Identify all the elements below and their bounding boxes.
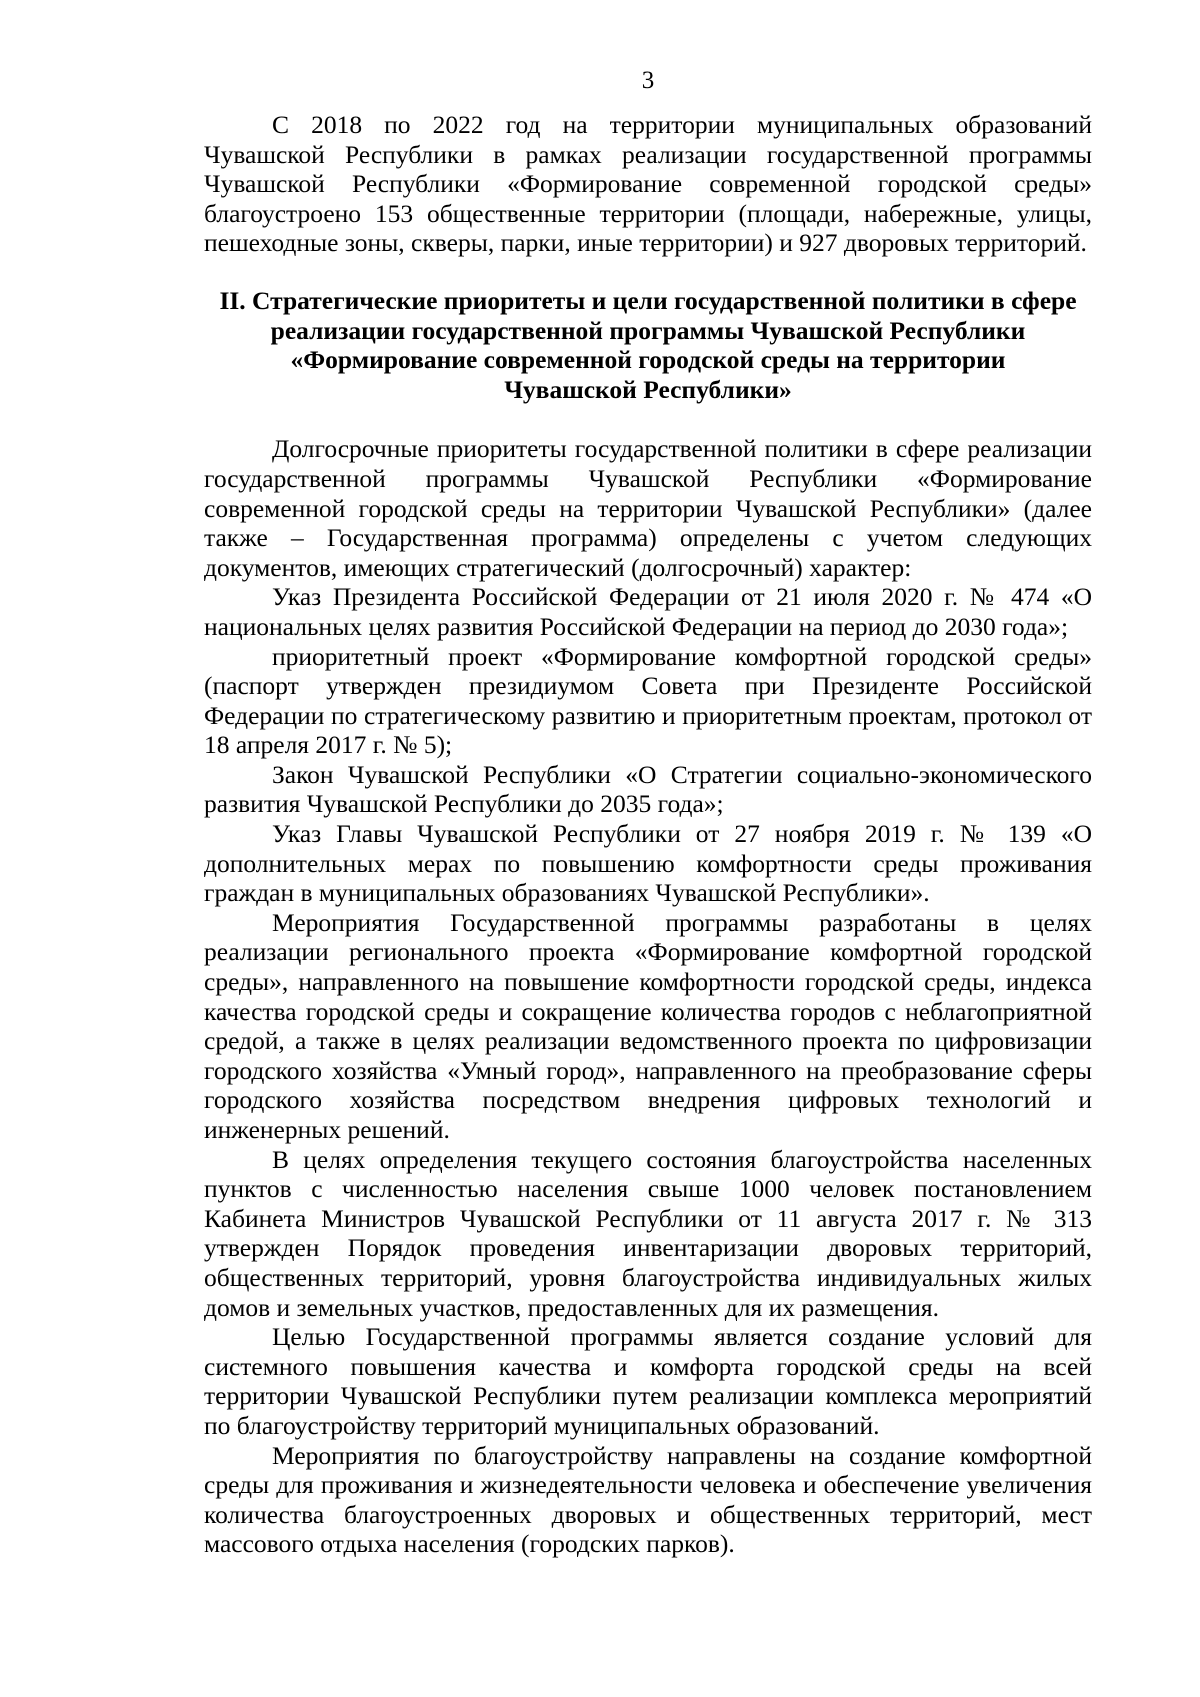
intro-paragraph: С 2018 по 2022 год на территории муниципальных образований Чувашской Республики в рамках реализации государственной программы Чувашской Республики «Формирование современной городской среды» благоустроено 153 общественные территории (площади, набережные, улицы, пешеходные зоны, скверы, парки, иные территории) и 927 дворовых территорий. — [204, 110, 1092, 258]
section-heading-line-1: II. Стратегические приоритеты и цели государственной политики в сфере — [219, 285, 1077, 315]
paragraph-inventory-procedure: В целях определения текущего состояния благоустройства населенных пунктов с численностью населения свыше 1000 человек постановлением Кабинета Министров Чувашской Республики от 11 августа 2017 г. № 313 утвержден Порядок проведения инвентаризации дворовых территорий, общественных территорий, уровня благоустройства индивидуальных жилых домов и земельных участков, предоставленных для их размещения. — [204, 1144, 1092, 1322]
section-heading-line-3: «Формирование современной городской среды на территории — [290, 345, 1006, 375]
paragraph-priority-project: приоритетный проект «Формирование комфортной городской среды» (паспорт утвержден президиумом Совета при Президенте Российской Федерации по стратегическому развитию и приоритетным проектам, протокол от 18 апреля 2017 г. № 5); — [204, 641, 1092, 760]
paragraph-priorities: Долгосрочные приоритеты государственной политики в сфере реализации государственной программы Чувашской Республики «Формирование современной городской среды на территории Чувашской Республики» (далее также – Государственная программа) определены с учетом следующих документов, имеющих стратегический (долгосрочный) характер: — [204, 434, 1092, 582]
paragraph-strategy-law: Закон Чувашской Республики «О Стратегии социально-экономического развития Чувашской Республики до 2035 года»; — [204, 759, 1092, 819]
paragraph-program-measures: Мероприятия Государственной программы разработаны в целях реализации регионального проекта «Формирование комфортной городской среды», направленного на повышение комфортности городской среды, индекса качества городской среды и сокращение количества городов с неблагоприятной средой, а также в целях реализации ведомственного проекта по цифровизации городского хозяйства «Умный город», направленного на преобразование сферы городского хозяйства посредством внедрения цифровых технологий и инженерных решений. — [204, 907, 1092, 1144]
paragraph-president-decree: Указ Президента Российской Федерации от 21 июля 2020 г. № 474 «О национальных целях развития Российской Федерации на период до 2030 года»; — [204, 582, 1092, 641]
paragraph-program-goal: Целью Государственной программы является создание условий для системного повышения качества и комфорта городской среды на всей территории Чувашской Республики путем реализации комплекса мероприятий по благоустройству территорий муниципальных образований. — [204, 1322, 1092, 1440]
section-heading-line-2: реализации государственной программы Чувашской Республики — [270, 315, 1026, 345]
section-heading — [204, 286, 1092, 404]
section-heading-line-4: Чувашской Республики» — [504, 374, 792, 404]
paragraph-head-decree: Указ Главы Чувашской Республики от 27 ноября 2019 г. № 139 «О дополнительных мерах по повышению комфортности среды проживания граждан в муниципальных образованиях Чувашской Республики». — [204, 819, 1092, 908]
page-number: 3 — [641, 67, 655, 94]
paragraph-improvement-measures: Мероприятия по благоустройству направлены на создание комфортной среды для проживания и жизнедеятельности человека и обеспечение увеличения количества благоустроенных дворовых и общественных территорий, мест массового отдыха населения (городских парков). — [204, 1440, 1092, 1559]
